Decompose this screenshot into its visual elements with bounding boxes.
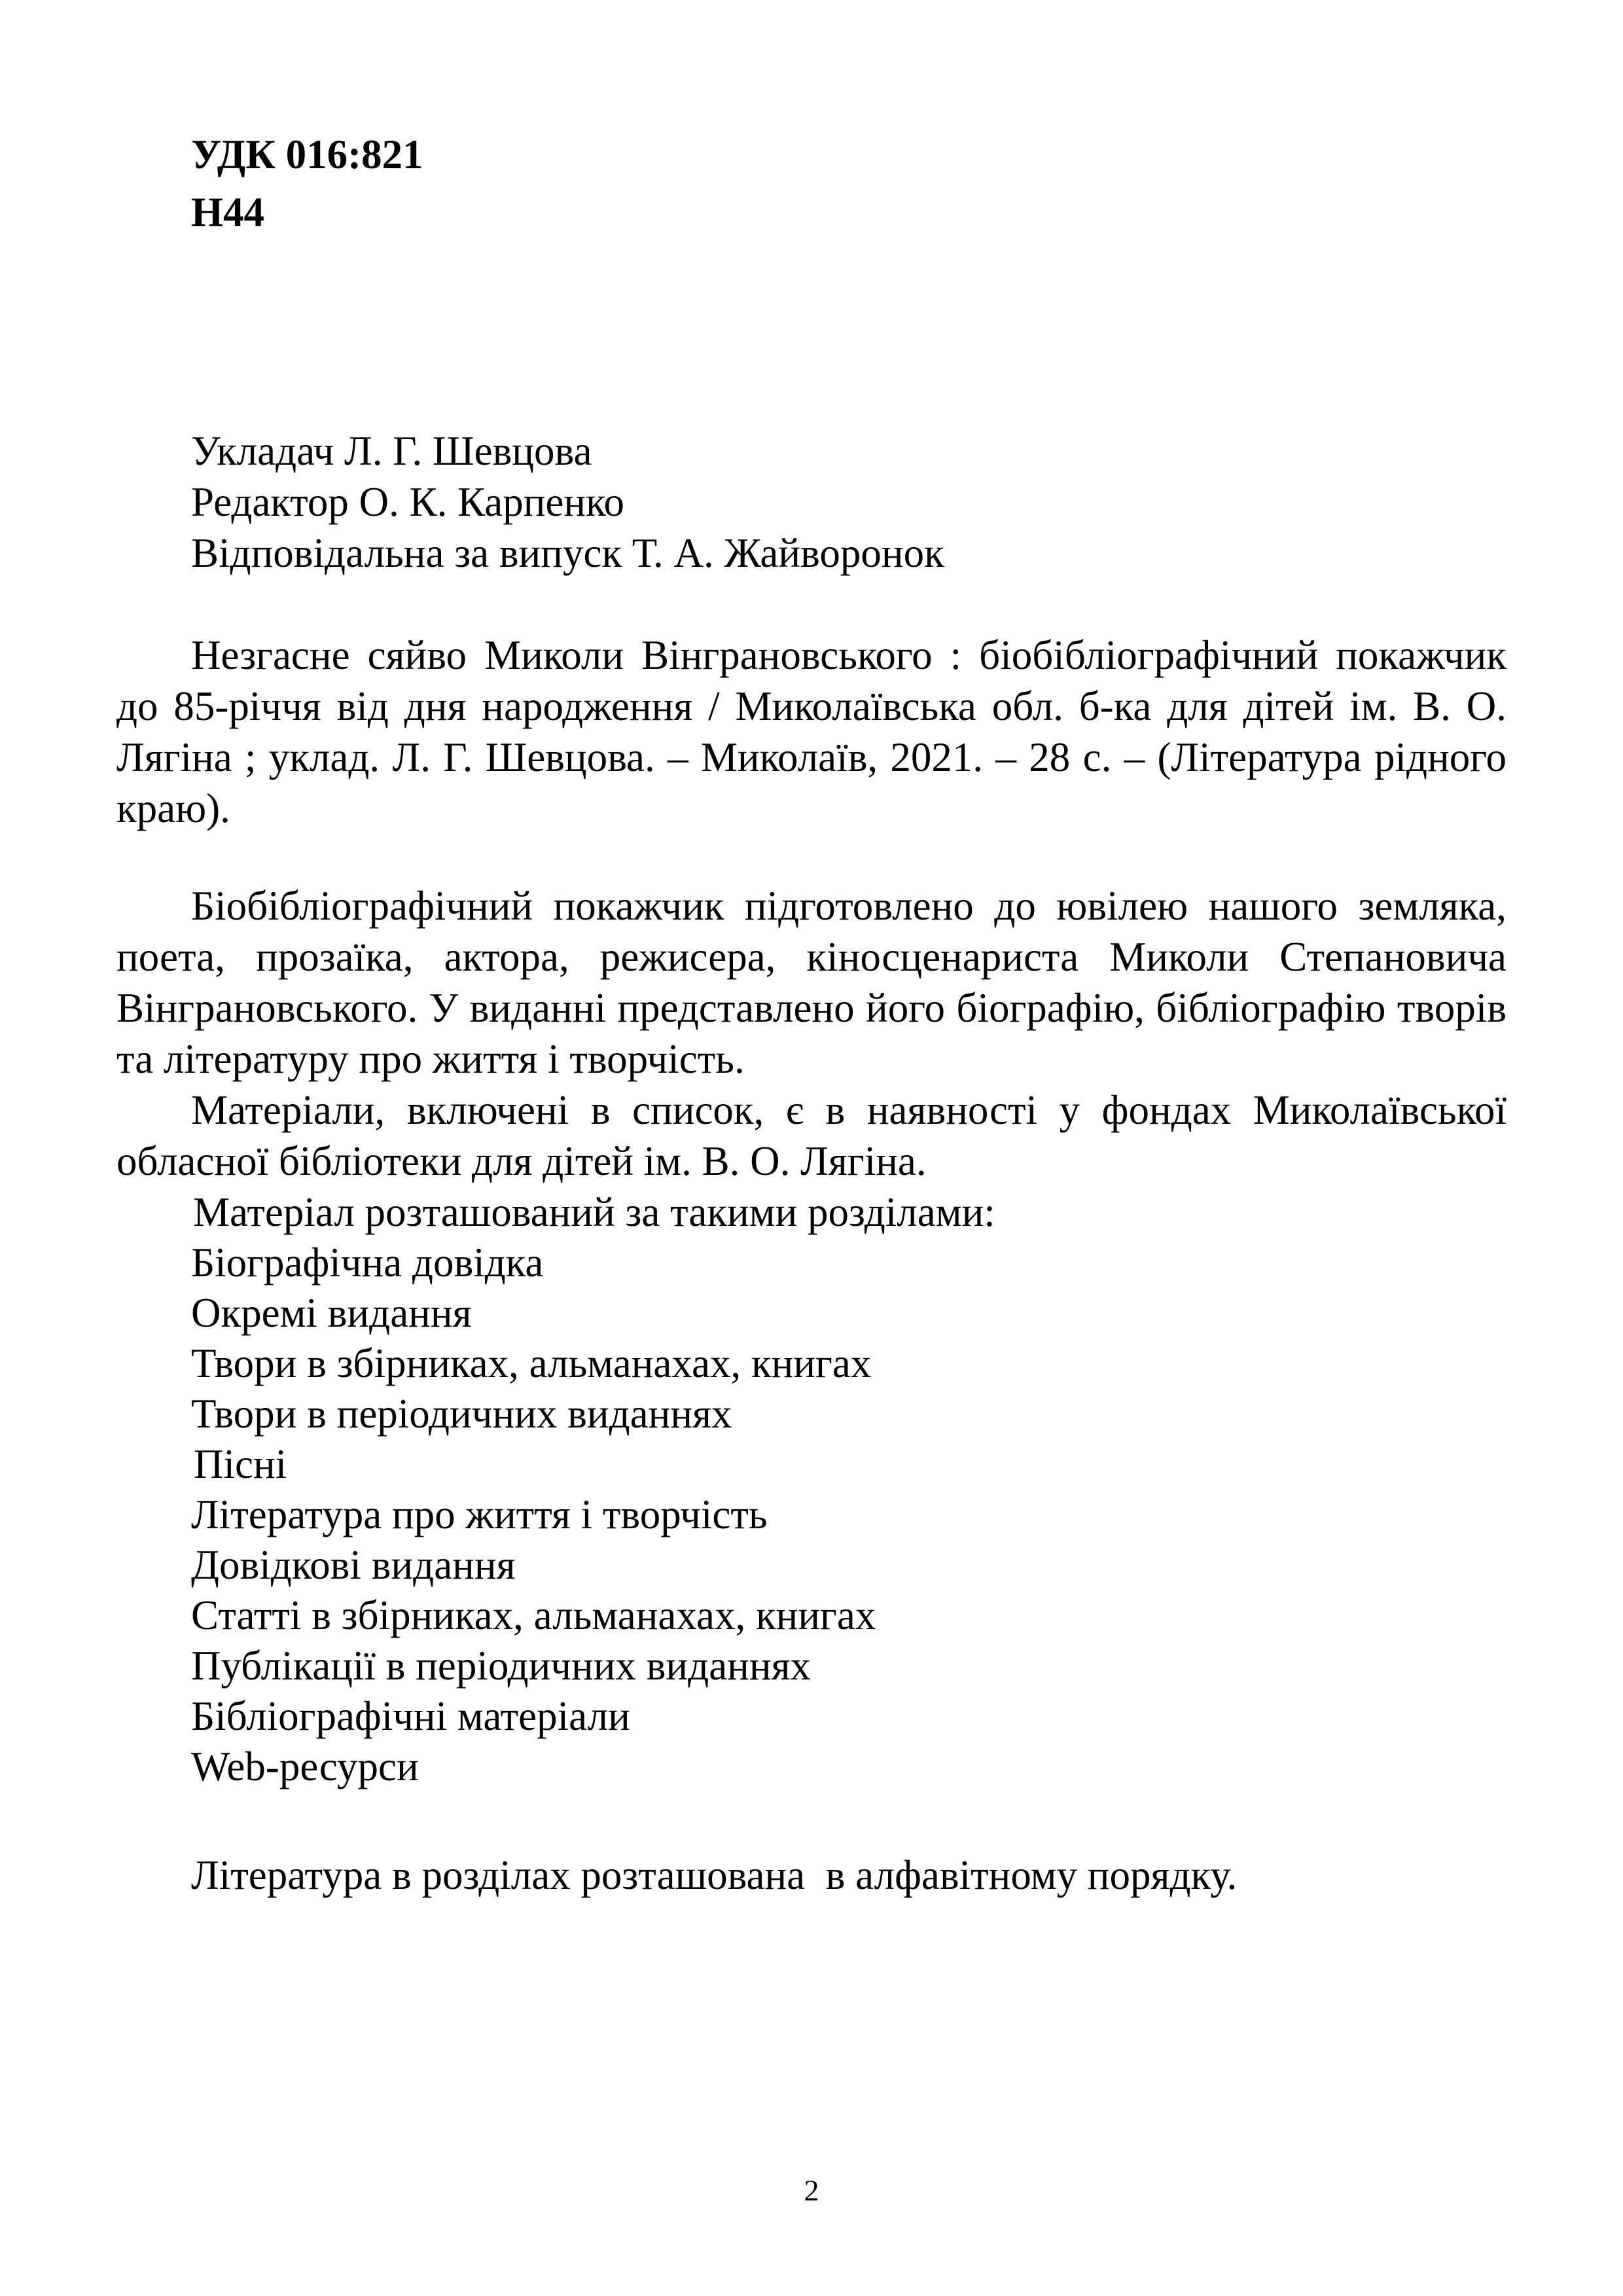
availability-paragraph: Матеріали, включені в список, є в наявності у фондах Миколаївської обласної бібліотеки для дітей ім. В. О. Лягіна. bbox=[116, 1087, 1507, 1184]
udk-code: УДК 016:821 bbox=[191, 132, 423, 177]
author-sign-code: Н44 bbox=[191, 189, 265, 235]
section-item: Твори в періодичних виданнях bbox=[191, 1391, 732, 1437]
classification-block bbox=[191, 126, 423, 241]
sections-intro: Матеріал розташований за такими розділами: bbox=[193, 1189, 995, 1235]
responsible-line: Відповідальна за випуск Т. А. Жайворонок bbox=[191, 530, 944, 576]
section-item: Окремі видання bbox=[191, 1290, 472, 1336]
section-item: Бібліографічні матеріали bbox=[191, 1693, 630, 1739]
section-item: Публікації в періодичних виданнях bbox=[191, 1643, 812, 1689]
ordering-note: Література в розділах розташована в алфавітному порядку. bbox=[191, 1852, 1238, 1898]
sections-list bbox=[191, 1238, 876, 1792]
annotation-paragraph: Біобібліографічний покажчик підготовлено до ювілею нашого земляка, поета, прозаїка, актора, режисера, кіносценариста Миколи Степановича Вінграновського. У виданні представлено його біографію, бібліографію творів та літературу про життя і творчість. bbox=[116, 883, 1507, 1082]
section-item: Пісні bbox=[194, 1441, 287, 1487]
bibliographic-record: Незгасне сяйво Миколи Вінграновського : біобібліографічний покажчик до 85-річчя від дня народження / Миколаївська обл. б-ка для дітей ім. В. О. Лягіна ; уклад. Л. Г. Шевцова. – Миколаїв, 2021. – 28 с. – (Література рідного краю). bbox=[116, 632, 1507, 831]
section-item: Web-ресурси bbox=[191, 1744, 419, 1789]
compiler-line: Укладач Л. Г. Шевцова bbox=[191, 428, 592, 474]
section-item: Твори в збірниках, альманахах, книгах bbox=[191, 1340, 872, 1386]
section-item: Література про життя і творчість bbox=[191, 1492, 768, 1537]
section-item: Статті в збірниках, альманахах, книгах bbox=[191, 1592, 876, 1638]
section-item: Довідкові видання bbox=[191, 1542, 516, 1588]
credits-block bbox=[191, 425, 944, 579]
section-item: Біографічна довідка bbox=[191, 1240, 544, 1285]
editor-line: Редактор О. К. Карпенко bbox=[191, 479, 625, 525]
page-number: 2 bbox=[804, 2174, 819, 2207]
